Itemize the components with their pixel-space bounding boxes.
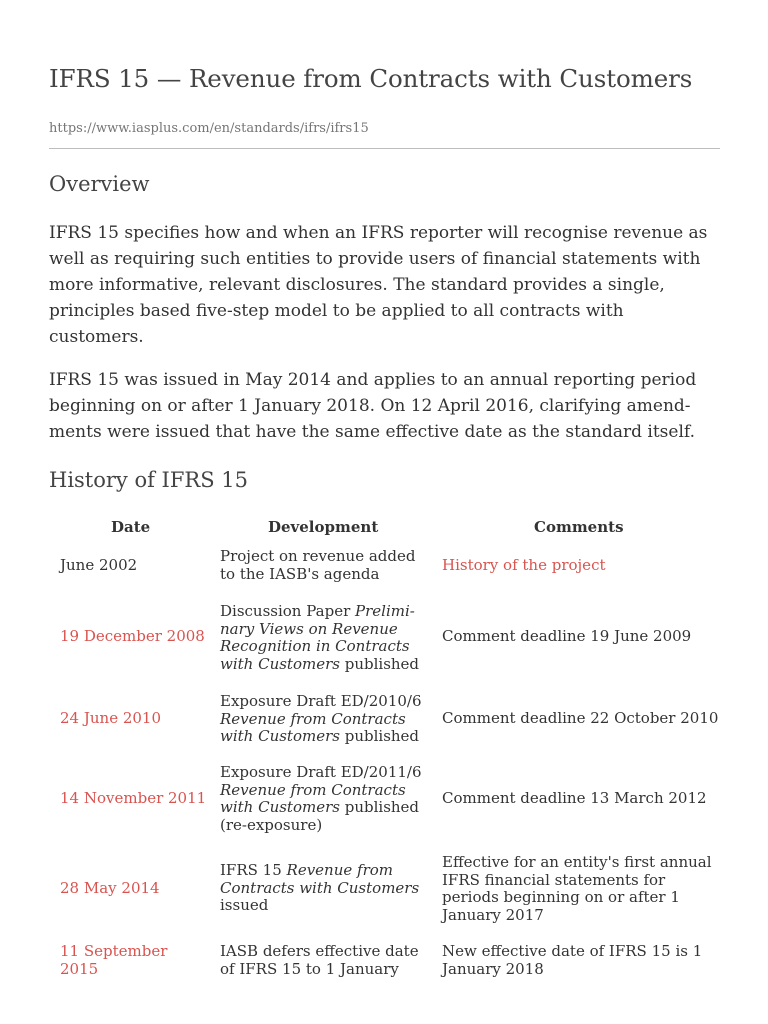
source-url: https://www.iasplus.com/en/standards/ifrs/ifrs15 [49,121,369,136]
table-row-date: June 2002 [60,556,138,574]
column-header-development: Development [268,518,379,536]
overview-heading: Overview [49,172,150,196]
table-row-comment [442,557,606,575]
table-row-development: IFRS 15 Revenue from Contracts with Customers issued [220,861,420,914]
column-header-date: Date [111,518,151,536]
history-heading: History of IFRS 15 [49,468,249,492]
table-row-date [60,943,167,978]
table-row-comment: Comment deadline 19 June 2009 [442,627,692,645]
page-title: IFRS 15 — Revenue from Contracts with Customers [49,64,693,93]
date-link[interactable]: 14 November 2011 [60,789,207,807]
table-row-comment: Effective for an entity's first annual IFRS financial statements for periods beginning on or after 1 January 2017 [442,853,712,924]
table-row-date [60,710,161,728]
date-link[interactable]: 11 September 2015 [60,942,168,978]
history-of-project-link[interactable]: History of the project [442,556,606,574]
overview-paragraph-1: IFRS 15 specifies how and when an IFRS reporter will recognise revenue as well as requiring such entities to provide users of financial statements with more informative, relevant disclosures. The standard provides a single, principles based five-step model to be applied to all contracts with customers. [49,223,708,347]
table-row-comment: Comment deadline 22 October 2010 [442,709,719,727]
header-divider [49,148,720,149]
date-link[interactable]: 24 June 2010 [60,709,162,727]
overview-paragraph-2: IFRS 15 was issued in May 2014 and applies to an annual reporting period beginning on or after 1 January 2018. On 12 April 2016, clarifying amend- ments were issued that have the same effective date as the standard itself. [49,370,697,442]
table-row-date [60,628,205,646]
table-row-development: Project on revenue added to the IASB's agenda [220,547,416,583]
column-header-comments: Comments [534,518,624,536]
table-row-development: Exposure Draft ED/2010/6 Revenue from Contracts with Customers published [220,692,422,745]
table-row-development: IASB defers effective date of IFRS 15 to 1 January [220,942,419,978]
date-link[interactable]: 19 December 2008 [60,627,205,645]
table-row-development: Exposure Draft ED/2011/6 Revenue from Contracts with Customers published (re-exposure) [220,763,422,834]
table-row-date [60,790,206,808]
table-row-development: Discussion Paper Prelimi- nary Views on Revenue Recognition in Contracts with Customers published [220,602,420,673]
table-row-date [60,880,160,898]
table-row-comment: Comment deadline 13 March 2012 [442,789,707,807]
table-row-comment: New effective date of IFRS 15 is 1 January 2018 [442,942,703,978]
date-link[interactable]: 28 May 2014 [60,879,160,897]
